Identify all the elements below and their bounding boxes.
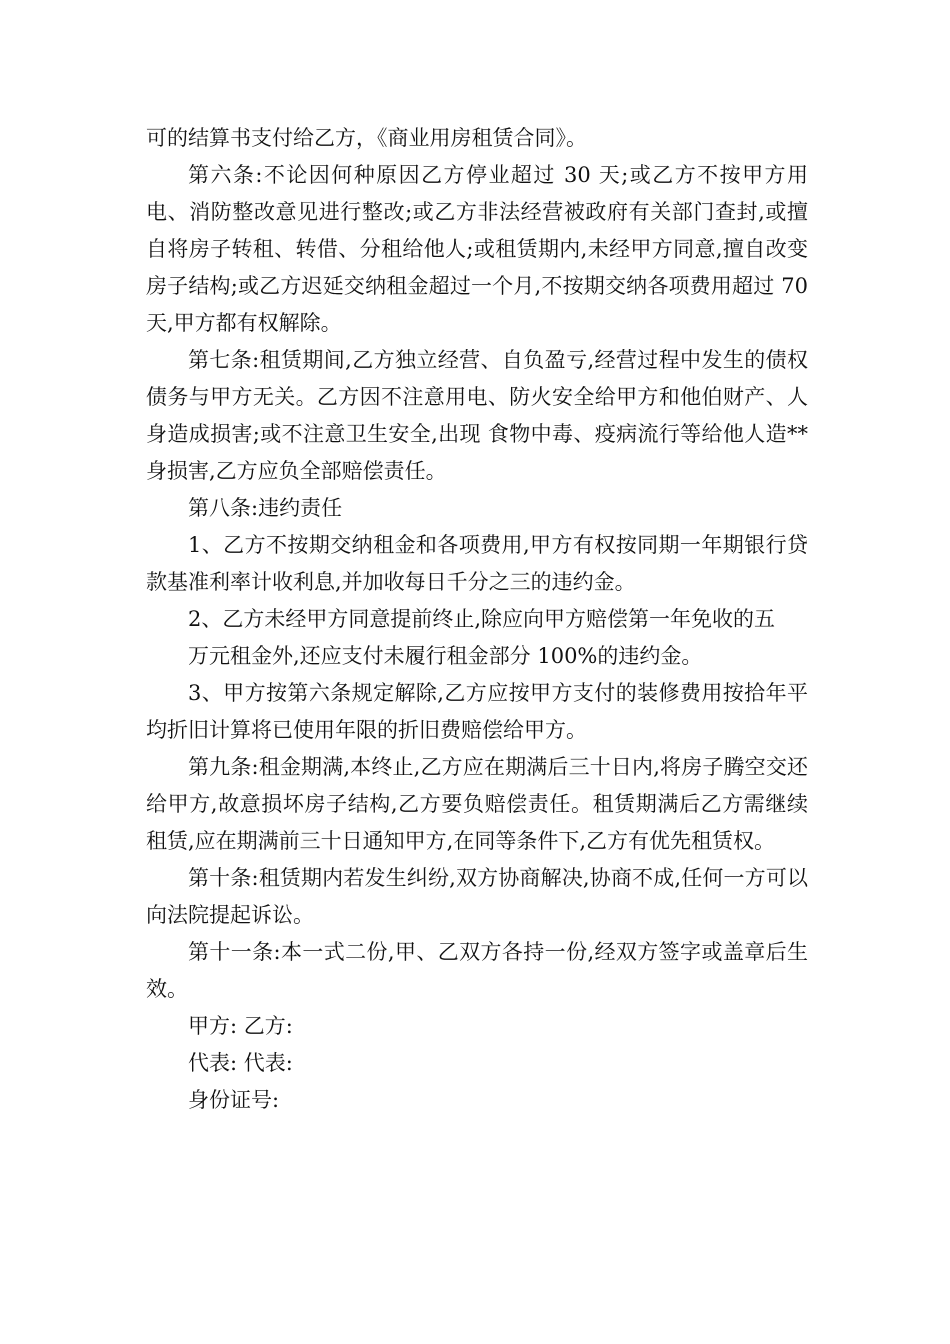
- paragraph-settlement: 可的结算书支付给乙方，《商业用房租赁合同》。: [146, 126, 587, 150]
- paragraph-article-8-item-2-cont: 万元租金外,还应支付未履行租金部分 100%的违约金。: [188, 644, 703, 668]
- paragraph-article-10: 第十条:租赁期内若发生纠纷,双方协商解决,协商不成,任何一方可以向法院提起诉讼。: [146, 866, 808, 927]
- paragraph-article-9: 第九条:租金期满,本终止,乙方应在期满后三十日内,将房子腾空交还给甲方,故意损坏房子结构,乙方要负赔偿责任。租赁期满后乙方需继续租赁,应在期满前三十日通知甲方,在同等条件下,乙方有优先租赁权。: [146, 755, 808, 853]
- paragraph-article-6: 第六条:不论因何种原因乙方停业超过 30 天;或乙方不按甲方用电、消防整改意见进行整改;或乙方非法经营被政府有关部门查封,或擅自将房子转租、转借、分租给他人;或租赁期内,未经甲方同意,擅自改变房子结构;或乙方迟延交纳租金超过一个月,不按期交纳各项费用超过 70 天,甲方都有权解除。: [146, 163, 808, 335]
- paragraph-article-8-item-3: 3、甲方按第六条规定解除,乙方应按甲方支付的装修费用按拾年平均折旧计算将已使用年限的折旧费赔偿给甲方。: [146, 681, 808, 742]
- paragraph-article-11: 第十一条:本一式二份,甲、乙双方各持一份,经双方签字或盖章后生效。: [146, 940, 808, 1001]
- signature-id-line: 身份证号:: [188, 1088, 280, 1112]
- paragraph-article-8-item-2: 2、乙方未经甲方同意提前终止,除应向甲方赔偿第一年免收的五: [188, 607, 776, 631]
- paragraph-article-8-title: 第八条:违约责任: [188, 496, 343, 520]
- signature-representative-line: 代表: 代表:: [188, 1051, 293, 1075]
- paragraph-article-8-item-1: 1、乙方不按期交纳租金和各项费用,甲方有权按同期一年期银行贷款基准利率计收利息,并加收每日千分之三的违约金。: [146, 533, 808, 594]
- paragraph-article-7: 第七条:租赁期间,乙方独立经营、自负盈亏,经营过程中发生的债权债务与甲方无关。乙方因不注意用电、防火安全给甲方和他伯财产、人身造成损害;或不注意卫生安全,出现 食物中毒、疫病流行等给他人造**身损害,乙方应负全部赔偿责任。: [146, 348, 808, 483]
- signature-party-line: 甲方: 乙方:: [188, 1014, 293, 1038]
- document-page: [146, 120, 808, 1119]
